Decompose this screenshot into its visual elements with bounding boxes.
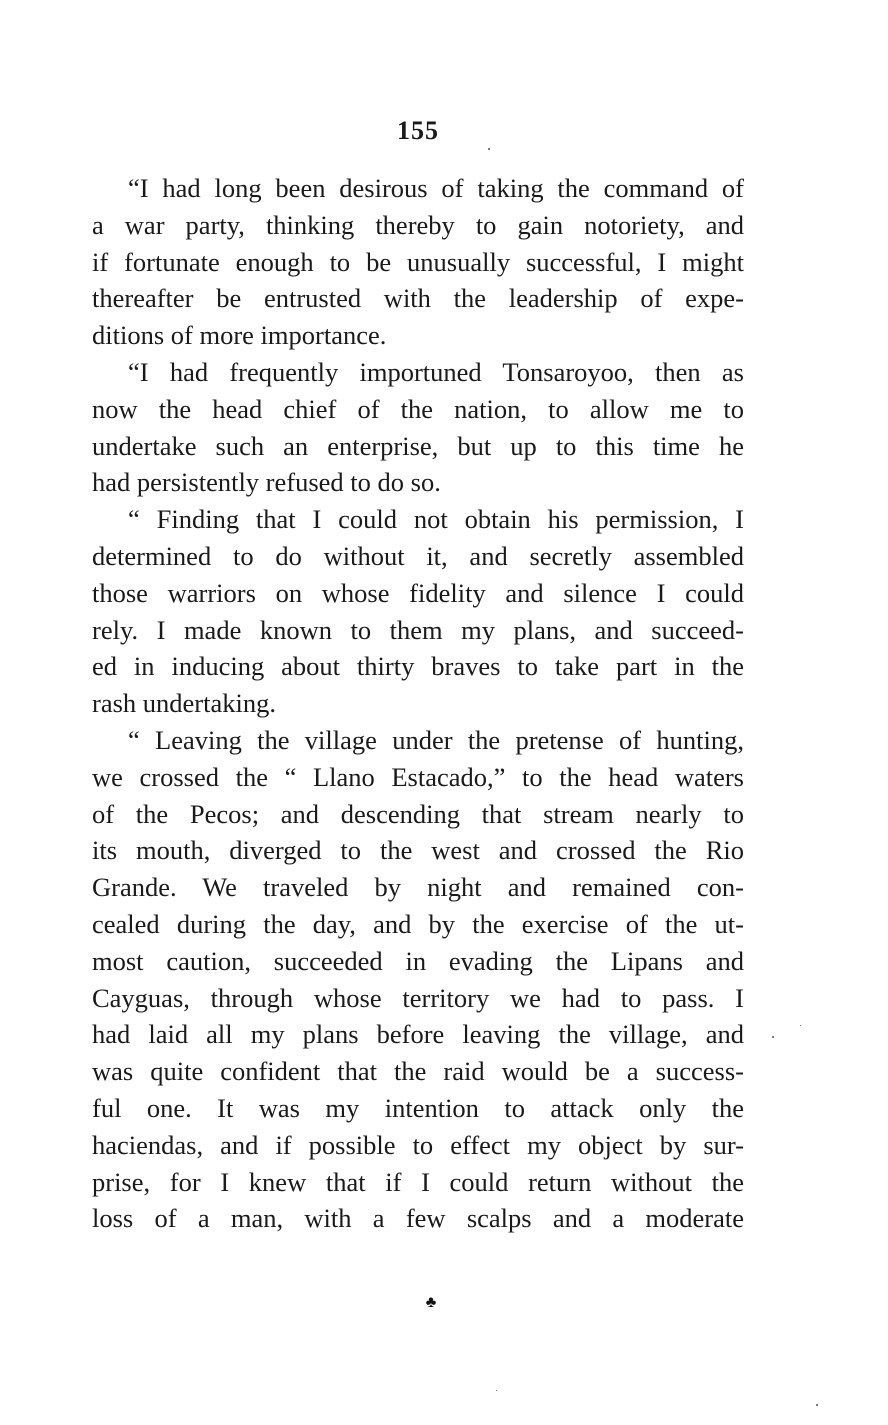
text-line: “ Finding that I could not obtain his permission, I bbox=[128, 504, 744, 535]
text-line: now the head chief of the nation, to allow me to bbox=[92, 393, 744, 424]
text-line: ful one. It was my intention to attack only the bbox=[92, 1092, 744, 1123]
body-text bbox=[92, 170, 744, 1237]
text-line: a war party, thinking thereby to gain notoriety, and bbox=[92, 209, 744, 240]
text-line: ed in inducing about thirty braves to take part in the bbox=[92, 651, 744, 682]
text-line: rely. I made known to them my plans, and succeed- bbox=[92, 614, 744, 645]
paragraph bbox=[92, 354, 744, 501]
scan-speck bbox=[816, 1404, 818, 1406]
text-line: if fortunate enough to be unusually successful, I might bbox=[92, 246, 744, 277]
scan-speck bbox=[496, 1390, 497, 1391]
text-line: had laid all my plans before leaving the village, and bbox=[92, 1019, 744, 1050]
paragraph bbox=[92, 722, 744, 1237]
text-line: loss of a man, with a few scalps and a moderate bbox=[92, 1203, 744, 1234]
text-line: undertake such an enterprise, but up to this time he bbox=[92, 430, 744, 461]
text-line: its mouth, diverged to the west and crossed the Rio bbox=[92, 835, 744, 866]
text-line: haciendas, and if possible to effect my object by sur- bbox=[92, 1129, 744, 1160]
paragraph bbox=[92, 170, 744, 354]
text-line: rash undertaking. bbox=[92, 688, 276, 719]
scan-speck bbox=[488, 148, 490, 150]
text-line: thereafter be entrusted with the leadership of expe- bbox=[92, 283, 744, 314]
scan-speck bbox=[772, 1036, 774, 1038]
text-line: ditions of more importance. bbox=[92, 320, 387, 351]
text-line: of the Pecos; and descending that stream nearly to bbox=[92, 798, 744, 829]
text-line: Cayguas, through whose territory we had to pass. I bbox=[92, 982, 744, 1013]
text-line: Grande. We traveled by night and remained con- bbox=[92, 872, 744, 903]
text-line: cealed during the day, and by the exercise of the ut- bbox=[92, 908, 744, 939]
text-line: we crossed the “ Llano Estacado,” to the head waters bbox=[92, 761, 744, 792]
text-line: “I had long been desirous of taking the command of bbox=[128, 173, 744, 203]
text-line: “I had frequently importuned Tonsaroyoo, then as bbox=[128, 356, 744, 387]
text-line: had persistently refused to do so. bbox=[92, 467, 441, 498]
scan-speck bbox=[800, 1025, 801, 1026]
text-line: those warriors on whose fidelity and silence I could bbox=[92, 577, 744, 608]
paragraph bbox=[92, 501, 744, 722]
ornament-icon: ♣ bbox=[425, 1294, 437, 1311]
text-line: determined to do without it, and secretly assembled bbox=[92, 540, 744, 571]
text-line: “ Leaving the village under the pretense of hunting, bbox=[128, 724, 744, 755]
text-line: was quite confident that the raid would be a success- bbox=[92, 1056, 744, 1087]
text-line: most caution, succeeded in evading the Lipans and bbox=[92, 945, 744, 976]
page-number: 155 bbox=[397, 116, 439, 145]
text-line: prise, for I knew that if I could return without the bbox=[92, 1166, 744, 1197]
